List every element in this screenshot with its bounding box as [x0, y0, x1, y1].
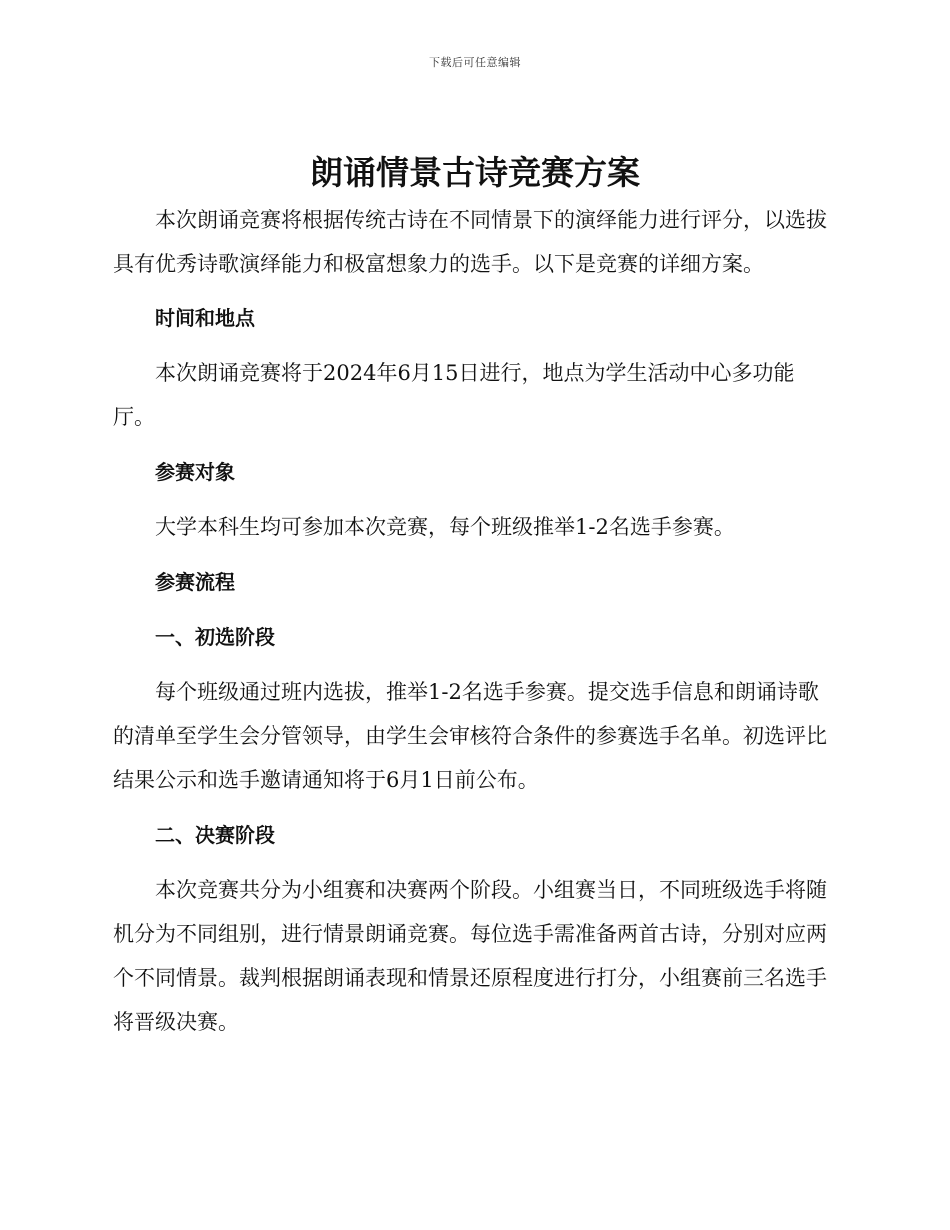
section-heading-participants: 参赛对象: [155, 460, 235, 484]
section-body-participants: 大学本科生均可参加本次竞赛，每个班级推举1-2名选手参赛。: [155, 515, 735, 539]
document-body: [113, 198, 833, 1044]
section-heading-final: 二、决赛阶段: [155, 823, 275, 847]
section-body-preliminary: 每个班级通过班内选拔，推举1-2名选手参赛。提交选手信息和朗诵诗歌的清单至学生会分管领导，由学生会审核符合条件的参赛选手名单。初选评比结果公示和选手邀请通知将于6月1日前公布。: [113, 680, 827, 792]
intro-paragraph: 本次朗诵竞赛将根据传统古诗在不同情景下的演绎能力进行评分，以选拔具有优秀诗歌演绎能力和极富想象力的选手。以下是竞赛的详细方案。: [113, 208, 827, 276]
section-body-time-place: 本次朗诵竞赛将于2024年6月15日进行，地点为学生活动中心多功能厅。: [113, 361, 795, 429]
section-heading-preliminary: 一、初选阶段: [155, 625, 275, 649]
section-body-final: 本次竞赛共分为小组赛和决赛两个阶段。小组赛当日，不同班级选手将随机分为不同组别，进行情景朗诵竞赛。每位选手需准备两首古诗，分别对应两个不同情景。裁判根据朗诵表现和情景还原程度进行打分，小组赛前三名选手将晋级决赛。: [113, 878, 827, 1034]
section-heading-process: 参赛流程: [155, 570, 235, 594]
section-heading-time-place: 时间和地点: [155, 306, 255, 330]
page-header-note: 下载后可任意编辑: [429, 56, 521, 69]
document-title: 朗诵情景古诗竞赛方案: [310, 153, 640, 192]
